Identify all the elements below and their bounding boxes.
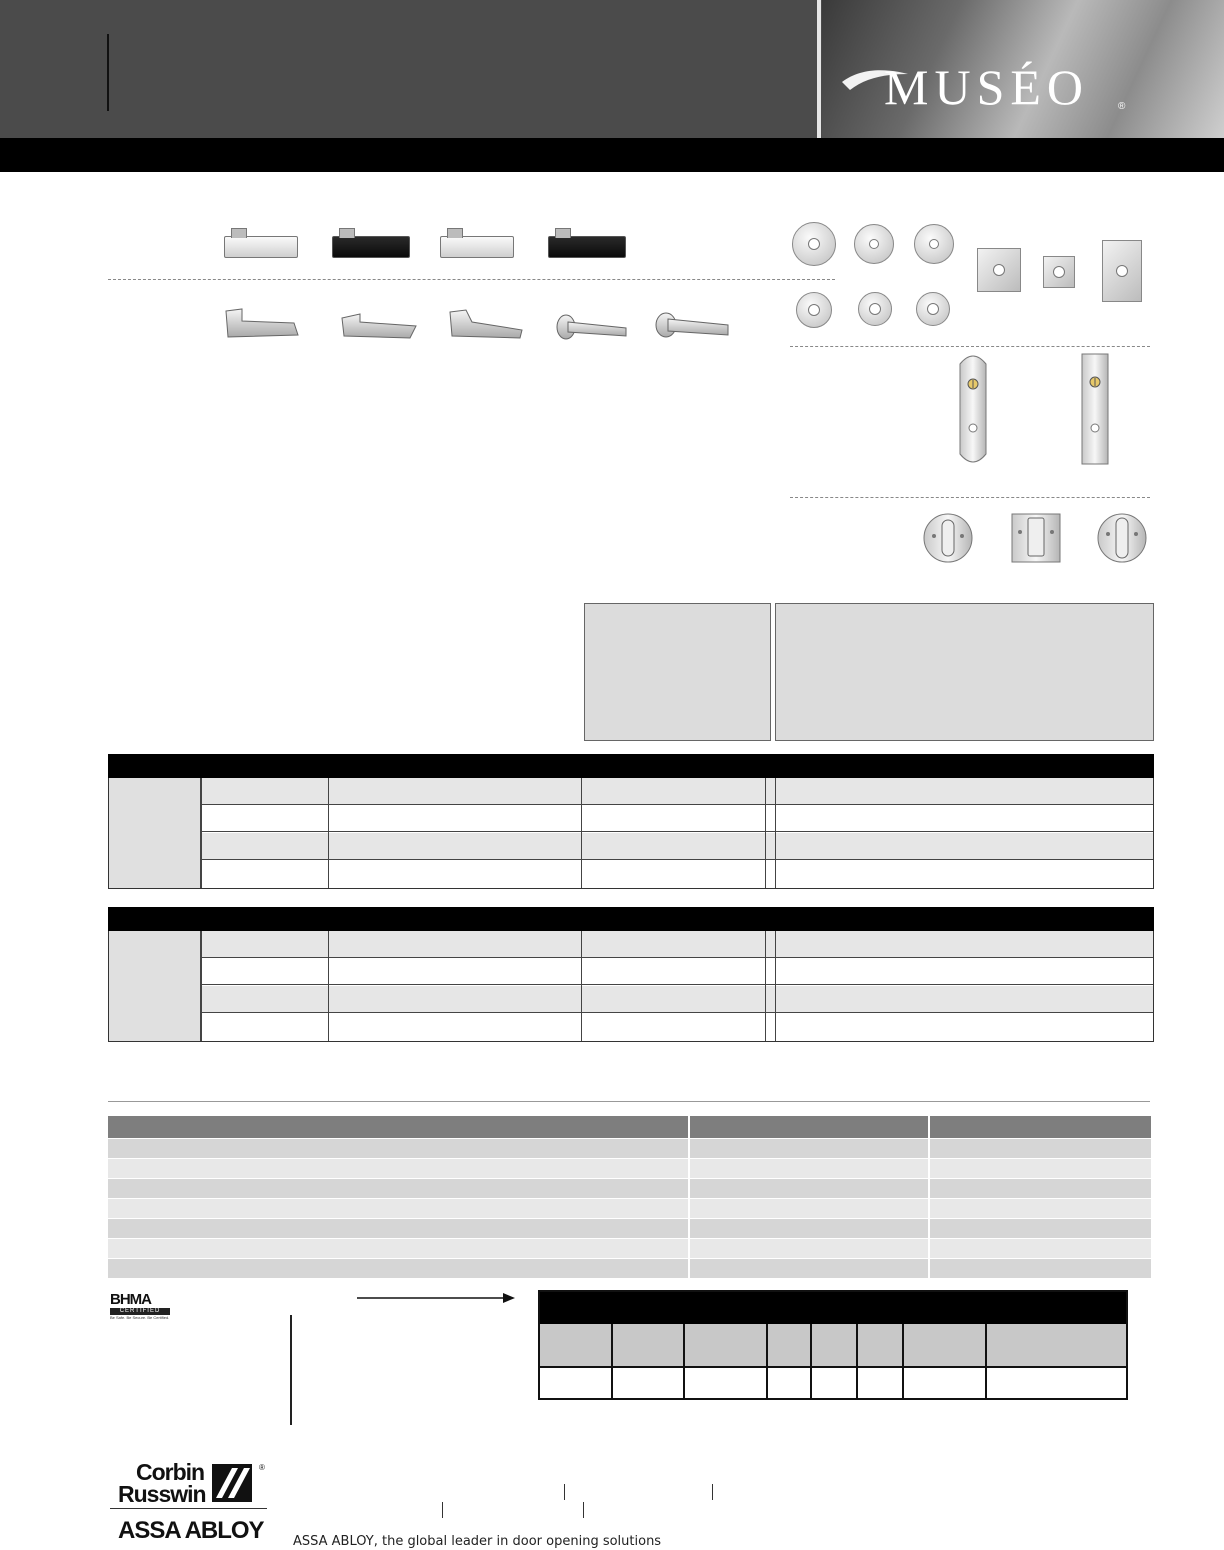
lever-handle-icon [654, 309, 732, 341]
rose-icon [858, 292, 892, 326]
table-row-label [109, 778, 201, 833]
section-dash-divider [790, 497, 1150, 498]
table-row [109, 805, 1153, 832]
lever-handle-icon [440, 236, 514, 258]
spec-table-2 [108, 931, 1154, 1042]
table-row [108, 1259, 1151, 1279]
table-row-label [109, 833, 201, 888]
lever-handle-icon [224, 236, 298, 258]
table-row [109, 986, 1153, 1013]
table-row [109, 931, 1153, 958]
lever-handle-icon [446, 308, 524, 342]
rose-icon [854, 224, 894, 264]
assa-abloy-logo: ASSA ABLOY [118, 1517, 264, 1544]
spec-table-1-header [108, 754, 1154, 778]
lever-handle-icon [554, 310, 630, 342]
rose-icon [796, 292, 832, 328]
table-row [109, 778, 1153, 805]
table-row [108, 1239, 1151, 1259]
table-row [108, 1139, 1151, 1159]
footer-tagline: ASSA ABLOY, the global leader in door opening solutions [293, 1534, 662, 1549]
footer-separator [564, 1484, 565, 1500]
info-box-left [584, 603, 771, 741]
finish-table [108, 1116, 1151, 1279]
footer-separator [712, 1484, 713, 1500]
section-divider [108, 1101, 1150, 1102]
rose-icon [914, 224, 954, 264]
svg-text:®: ® [259, 1463, 265, 1472]
lever-handle-icon [336, 310, 420, 342]
arrow-right-icon [357, 1292, 517, 1304]
ordering-table-subheader [540, 1324, 1126, 1368]
square-rose-icon [1043, 256, 1075, 288]
title-bar [0, 138, 1224, 172]
logo-registered-mark: ® [1118, 101, 1126, 112]
thumbturn-icon [922, 512, 974, 564]
table-row [108, 1199, 1151, 1219]
rose-icon [916, 292, 950, 326]
escutcheon-icon [1080, 352, 1110, 466]
table-row [109, 833, 1153, 860]
info-box-right [775, 603, 1154, 741]
ordering-table [538, 1290, 1128, 1400]
table-row-label [109, 931, 201, 986]
thumbturn-icon [1010, 512, 1062, 564]
bhma-certified-logo: BHMA CERTIFIED Be Safe. Be Secure. Be Certified. [110, 1291, 170, 1320]
footer-separator [442, 1502, 443, 1518]
section-dash-divider [790, 346, 1150, 347]
square-rose-icon [977, 248, 1021, 292]
svg-text:Russwin: Russwin [118, 1481, 206, 1506]
lever-handle-icon [548, 236, 626, 258]
footer-logo-divider [110, 1508, 267, 1509]
spec-table-2-header [108, 907, 1154, 931]
table-row [108, 1219, 1151, 1239]
escutcheon-icon [956, 350, 990, 468]
corbin-russwin-logo [118, 1460, 268, 1506]
table-row [108, 1179, 1151, 1199]
svg-text:Corbin: Corbin [136, 1460, 205, 1485]
table-row [108, 1159, 1151, 1179]
lever-handle-icon [220, 307, 300, 343]
table-header-row [108, 1116, 1151, 1139]
table-row [109, 1013, 1153, 1040]
ordering-table-header [540, 1292, 1126, 1324]
table-row [109, 860, 1153, 887]
rectangular-rose-icon [1102, 240, 1142, 302]
table-row [109, 958, 1153, 985]
header-photo-divider [817, 0, 821, 138]
lever-handle-icon [332, 236, 410, 258]
section-dash-divider [108, 279, 835, 280]
thumbturn-icon [1096, 512, 1148, 564]
museo-logo: MUSÉO [884, 59, 1090, 115]
footer-separator [583, 1502, 584, 1518]
rose-icon [792, 222, 836, 266]
spec-table-1 [108, 778, 1154, 889]
table-row-label [109, 986, 201, 1041]
header-divider-line [107, 34, 109, 111]
vertical-divider [290, 1315, 292, 1425]
